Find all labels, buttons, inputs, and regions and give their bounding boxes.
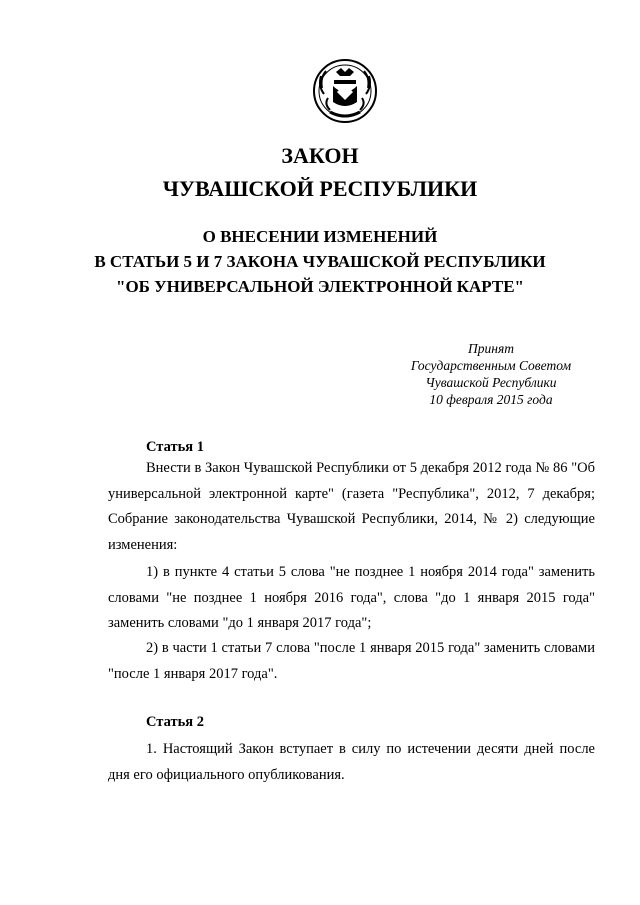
document-subtitle-line-1: О ВНЕСЕНИИ ИЗМЕНЕНИЙ [202, 227, 438, 246]
document-subtitle-line-2: В СТАТЬИ 5 И 7 ЗАКОНА ЧУВАШСКОЙ РЕСПУБЛИКИ [94, 252, 546, 271]
chuvash-republic-coat-of-arms-icon [312, 58, 378, 124]
article-2-paragraph-1: 1. Настоящий Закон вступает в силу по истечении десяти дней после дня его официального опубликования. [108, 741, 595, 783]
document-subtitle-line-3: "ОБ УНИВЕРСАЛЬНОЙ ЭЛЕКТРОННОЙ КАРТЕ" [116, 277, 524, 296]
article-1-title: Статья 1 [146, 439, 204, 455]
document-title: ЗАКОН [281, 143, 359, 168]
article-1-paragraph-2: 1) в пункте 4 статьи 5 слова "не позднее 1 ноября 2014 года" заменить словами "не позднее 1 ноября 2016 года", слова "до 1 января 2015 года" заменить словами "до 1 января 2017 года"; [108, 564, 595, 631]
coat-of-arms-emblem [312, 58, 378, 124]
article-1-paragraph-3: 2) в части 1 статьи 7 слова "после 1 января 2015 года" заменить словами "после 1 января 2017 года". [108, 640, 595, 682]
adoption-date: 10 февраля 2015 года [429, 392, 553, 407]
adoption-line-1: Принят [468, 341, 514, 356]
adoption-note [405, 340, 577, 408]
article-1-paragraph-1: Внести в Закон Чувашской Республики от 5 декабря 2012 года № 86 "Об универсальной электронной карте" (газета "Республика", 2012, 7 декабря; Собрание законодательства Чувашской Республики, 2014, № 2) следующие изменения: [108, 460, 595, 553]
adoption-line-3: Чувашской Республики [425, 375, 557, 390]
adoption-line-2: Государственным Советом [410, 358, 572, 373]
article-2-title: Статья 2 [146, 714, 204, 730]
document-title-republic: ЧУВАШСКОЙ РЕСПУБЛИКИ [162, 176, 478, 201]
